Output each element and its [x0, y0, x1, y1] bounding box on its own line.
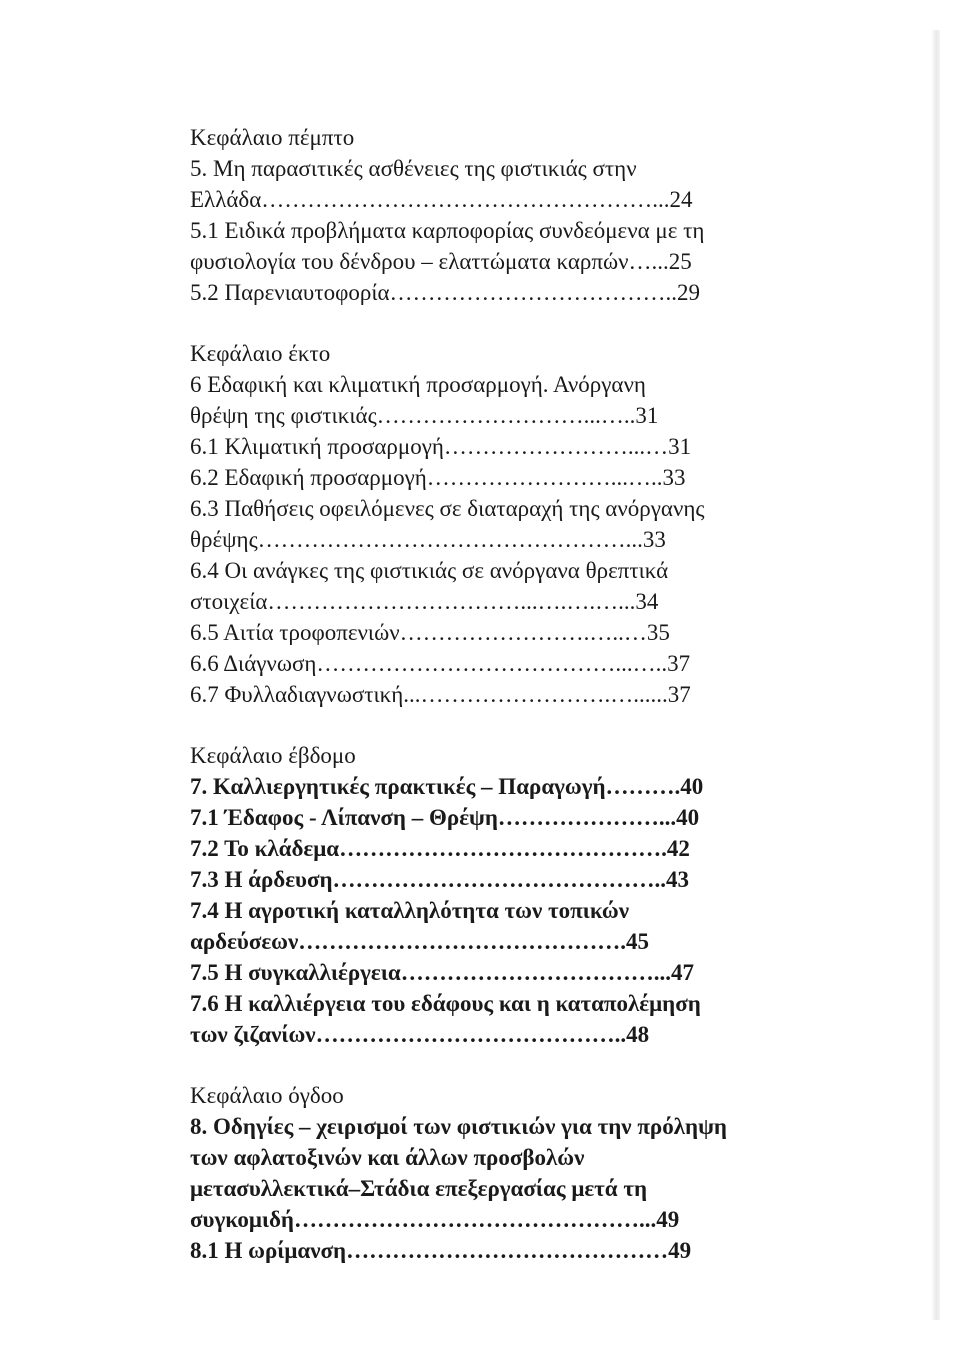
toc-entry: 8. Οδηγίες – χειρισμοί των φιστικιών για την πρόληψη: [190, 1114, 727, 1139]
page-edge-shadow: [931, 30, 940, 1320]
chapter-seven: [190, 740, 790, 1050]
toc-entry: 7.6 Η καλλιέργεια του εδάφους και η καταπολέμηση: [190, 991, 701, 1016]
chapter-heading: Κεφάλαιο όγδοο: [190, 1083, 344, 1108]
toc-entry: συγκομιδή………………………………………...49: [190, 1207, 680, 1232]
toc-entry: θρέψης…………………………………………...33: [190, 527, 666, 552]
section-gap: [190, 1050, 790, 1080]
toc-entry: μετασυλλεκτικά–Στάδια επεξεργασίας μετά τη: [190, 1176, 648, 1201]
toc-entry: Ελλάδα……………………………………………...24: [190, 187, 693, 212]
section-gap: [190, 710, 790, 740]
toc-entry: 7.3 Η άρδευση……………………………………..43: [190, 867, 690, 892]
toc-entry: 7. Καλλιεργητικές πρακτικές – Παραγωγή……….40: [190, 774, 704, 799]
toc-entry: 6.4 Οι ανάγκες της φιστικιάς σε ανόργανα θρεπτικά: [190, 558, 669, 583]
chapter-five: [190, 122, 790, 308]
toc-entry: στοιχεία……………………………...….….…...34: [190, 589, 659, 614]
section-gap: [190, 308, 790, 338]
chapter-heading: Κεφάλαιο έκτο: [190, 341, 331, 366]
chapter-six: [190, 338, 790, 710]
toc-entry: 6 Εδαφική και κλιματική προσαρμογή. Ανόργανη: [190, 372, 646, 397]
toc-entry: 7.1 Έδαφος - Λίπανση – Θρέψη…………………...40: [190, 805, 700, 830]
toc-entry: 6.6 Διάγνωση…………………………………...…..37: [190, 651, 691, 676]
toc-entry: 7.2 Το κλάδεμα…………………………………….42: [190, 836, 690, 861]
chapter-heading: Κεφάλαιο πέμπτο: [190, 125, 355, 150]
toc-entry: των αφλατοξινών και άλλων προσβολών: [190, 1145, 585, 1170]
toc-entry: αρδεύσεων…………………………………….45: [190, 929, 650, 954]
toc-entry: 5. Μη παρασιτικές ασθένειες της φιστικιάς στην: [190, 156, 637, 181]
chapter-eight: [190, 1080, 790, 1266]
toc-entry: 7.4 Η αγροτική καταλληλότητα των τοπικών: [190, 898, 630, 923]
chapter-heading: Κεφάλαιο έβδομο: [190, 743, 356, 768]
toc-entry: των ζιζανίων…………………………………..48: [190, 1022, 650, 1047]
table-of-contents: [190, 122, 790, 1266]
toc-entry: 6.1 Κλιματική προσαρμογή……………………...…31: [190, 434, 692, 459]
toc-entry: 5.1 Ειδικά προβλήματα καρποφορίας συνδεόμενα με τη: [190, 218, 705, 243]
toc-entry: 8.1 Η ωρίμανση……………………………………49: [190, 1238, 692, 1263]
toc-entry: θρέψη της φιστικιάς………………………...…..31: [190, 403, 659, 428]
toc-entry: φυσιολογία του δένδρου – ελαττώματα καρπών…...25: [190, 249, 692, 274]
toc-entry: 6.3 Παθήσεις οφειλόμενες σε διαταραχή της ανόργανης: [190, 496, 705, 521]
toc-entry: 6.7 Φυλλαδιαγνωστική...…………………….…......37: [190, 682, 691, 707]
toc-entry: 7.5 Η συγκαλλιέργεια……………………………...47: [190, 960, 694, 985]
toc-entry: 6.2 Εδαφική προσαρμογή……………………...…..33: [190, 465, 686, 490]
toc-entry: 5.2 Παρενιαυτοφορία………………………………..29: [190, 280, 701, 305]
toc-entry: 6.5 Αιτία τροφοπενιών…………………….…..…35: [190, 620, 670, 645]
